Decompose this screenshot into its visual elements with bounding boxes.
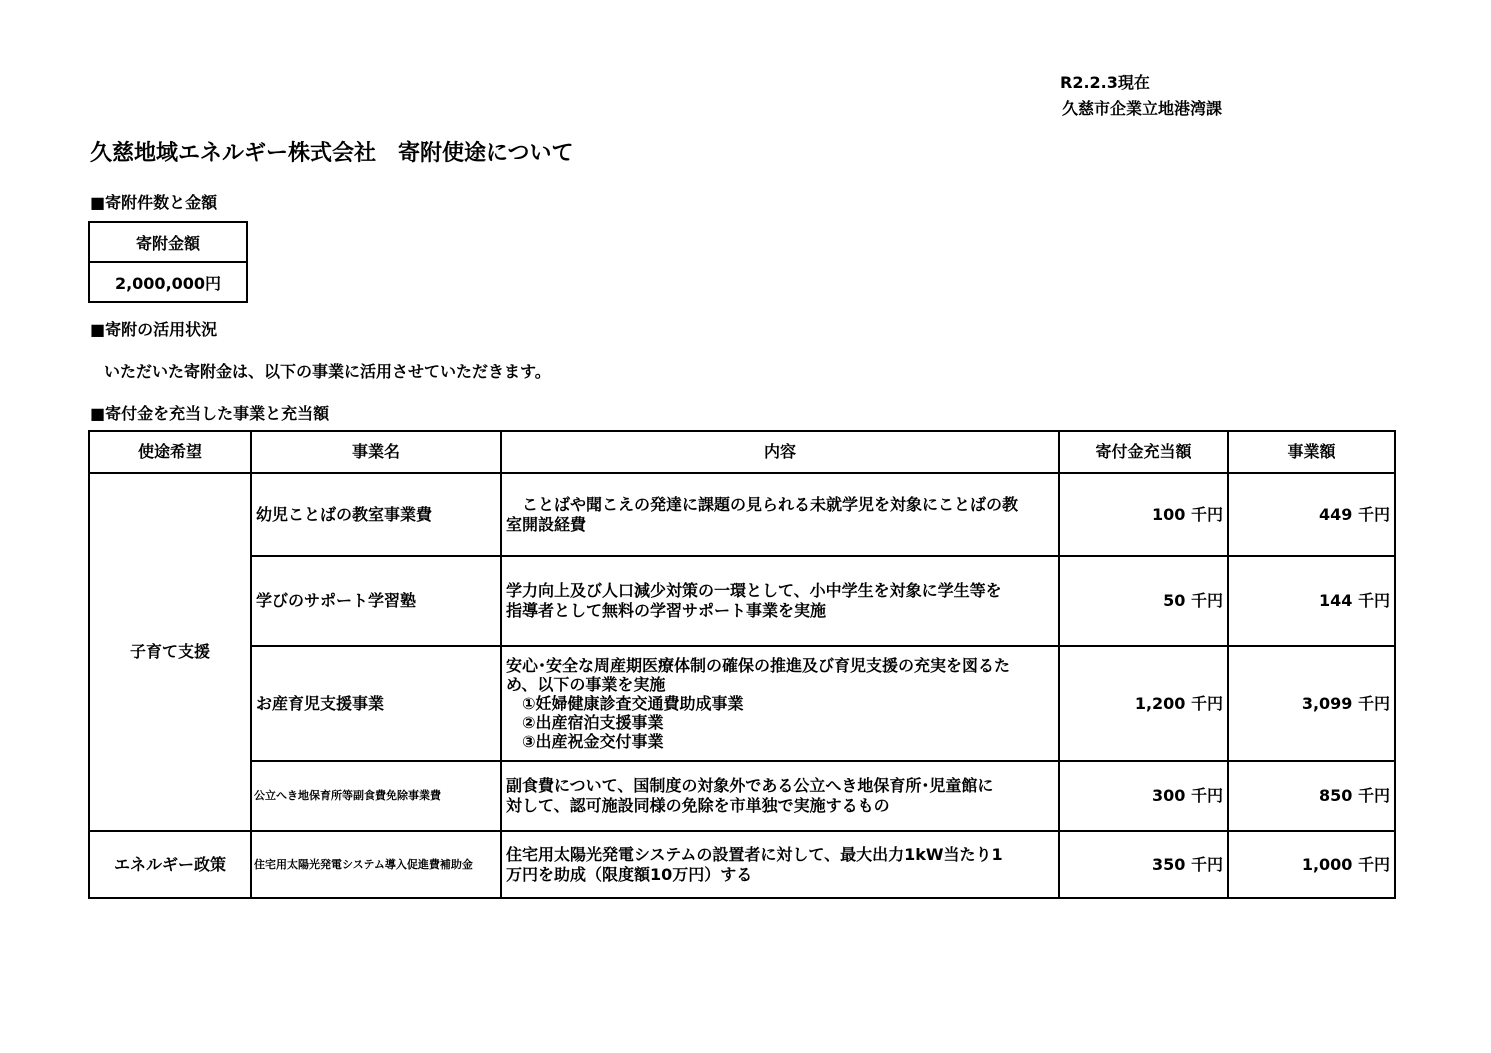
project-name: 住宅用太陽光発電システム導入促進費補助金 bbox=[251, 831, 501, 898]
allocated-amount: 100 千円 bbox=[1059, 473, 1228, 556]
project-total: 144 千円 bbox=[1228, 556, 1395, 646]
project-name: 公立へき地保育所等副食費免除事業費 bbox=[251, 761, 501, 831]
content-line: 住宅用太陽光発電システムの設置者に対して、最大出力1kW当たり1 bbox=[506, 844, 1003, 864]
project-content bbox=[501, 556, 1059, 646]
content-line: ②出産宿泊支援事業 bbox=[506, 713, 664, 732]
project-content bbox=[501, 473, 1059, 556]
content-line: ③出産祝金交付事業 bbox=[506, 732, 664, 751]
content-line: 万円を助成（限度額10万円）する bbox=[506, 864, 753, 884]
section-heading-amount: ■寄附件数と金額 bbox=[90, 193, 218, 212]
content-line: 対して、認可施設同様の免除を市単独で実施するもの bbox=[506, 796, 890, 815]
project-name: 幼児ことばの教室事業費 bbox=[251, 473, 501, 556]
col-header: 使途希望 bbox=[89, 431, 251, 473]
amount-value: 2,000,000円 bbox=[89, 262, 247, 302]
content-line: 学力向上及び人口減少対策の一環として、小中学生を対象に学生等を bbox=[506, 581, 1002, 600]
section-heading-usage: ■寄附の活用状況 bbox=[90, 320, 218, 339]
content-line: 室開設経費 bbox=[506, 514, 587, 534]
department: 久慈市企業立地港湾課 bbox=[1062, 99, 1223, 118]
section-heading-projects: ■寄付金を充当した事業と充当額 bbox=[90, 404, 330, 423]
page-title: 久慈地域エネルギー株式会社 寄附使途について bbox=[90, 141, 574, 166]
usage-text: いただいた寄附金は、以下の事業に活用させていただきます。 bbox=[104, 362, 551, 381]
allocated-amount: 350 千円 bbox=[1059, 831, 1228, 898]
table-row bbox=[89, 761, 1395, 831]
as-of-date: R2.2.3現在 bbox=[1060, 73, 1150, 92]
project-total: 850 千円 bbox=[1228, 761, 1395, 831]
project-total: 3,099 千円 bbox=[1228, 646, 1395, 761]
table-header-row bbox=[89, 431, 1395, 473]
content-line: 安心･安全な周産期医療体制の確保の推進及び育児支援の充実を図るた bbox=[506, 656, 1011, 675]
group-label: エネルギー政策 bbox=[89, 831, 251, 898]
project-content bbox=[501, 831, 1059, 898]
table-row bbox=[89, 556, 1395, 646]
content-line: ①妊婦健康診査交通費助成事業 bbox=[506, 694, 744, 713]
project-total: 1,000 千円 bbox=[1228, 831, 1395, 898]
projects-table bbox=[88, 430, 1396, 899]
content-line: め、以下の事業を実施 bbox=[506, 675, 666, 694]
col-header: 事業名 bbox=[251, 431, 501, 473]
donation-amount-table bbox=[88, 221, 248, 303]
project-content bbox=[501, 761, 1059, 831]
project-name: 学びのサポート学習塾 bbox=[251, 556, 501, 646]
col-header: 事業額 bbox=[1228, 431, 1395, 473]
content-line: 指導者として無料の学習サポート事業を実施 bbox=[506, 601, 827, 620]
group-label: 子育て支援 bbox=[89, 473, 251, 831]
col-header: 内容 bbox=[501, 431, 1059, 473]
project-total: 449 千円 bbox=[1228, 473, 1395, 556]
allocated-amount: 300 千円 bbox=[1059, 761, 1228, 831]
table-row bbox=[89, 473, 1395, 556]
table-row bbox=[89, 831, 1395, 898]
project-content bbox=[501, 646, 1059, 761]
project-name: お産育児支援事業 bbox=[251, 646, 501, 761]
col-header: 寄付金充当額 bbox=[1059, 431, 1228, 473]
content-line: ことばや聞こえの発達に課題の見られる未就学児を対象にことばの教 bbox=[506, 494, 1019, 514]
amount-header: 寄附金額 bbox=[89, 222, 247, 262]
allocated-amount: 1,200 千円 bbox=[1059, 646, 1228, 761]
table-row bbox=[89, 646, 1395, 761]
content-line: 副食費について、国制度の対象外である公立へき地保育所･児童館に bbox=[506, 776, 994, 795]
allocated-amount: 50 千円 bbox=[1059, 556, 1228, 646]
